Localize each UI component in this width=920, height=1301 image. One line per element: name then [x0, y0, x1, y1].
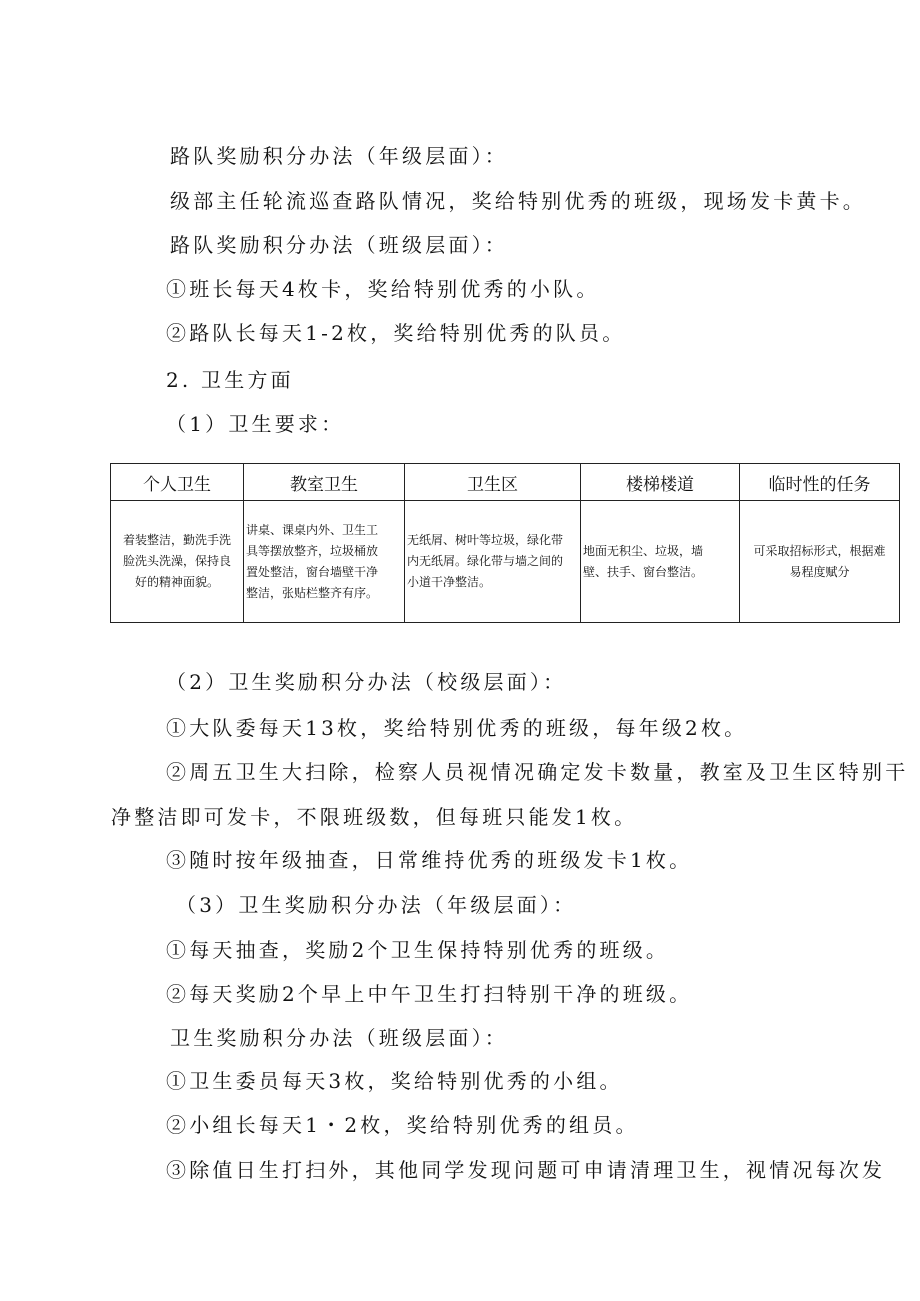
table-row	[111, 501, 900, 623]
paragraph-line: ①卫生委员每天3枚，奖给特别优秀的小组。	[166, 1069, 623, 1093]
cell-line: 可采取招标形式，根据难	[753, 543, 886, 558]
paragraph-line: ①大队委每天13枚，奖给特别优秀的班级，每年级2枚。	[166, 716, 748, 740]
table-header-row	[111, 464, 900, 501]
cell-line: 着装整洁，勤洗手洗	[122, 533, 231, 547]
subsection-heading: （2）卫生奖励积分办法（校级层面）：	[166, 670, 567, 694]
subsection-heading: （3）卫生奖励积分办法（年级层面）：	[176, 893, 577, 917]
paragraph-line: 卫生奖励积分办法（班级层面）：	[170, 1026, 508, 1050]
header-area: 卫生区	[405, 464, 581, 501]
paragraph-line: ②小组长每天1・2枚，奖给特别优秀的组员。	[166, 1113, 639, 1137]
section-heading: 2. 卫生方面	[166, 368, 294, 392]
subsection-heading: （1）卫生要求：	[166, 412, 345, 436]
cell-classroom	[244, 501, 405, 623]
paragraph-line: 路队奖励积分办法（班级层面）：	[170, 233, 508, 257]
paragraph-line: ③除值日生打扫外，其他同学发现问题可申请清理卫生，视情况每次发	[166, 1158, 886, 1182]
header-personal: 个人卫生	[111, 464, 244, 501]
cell-line: 地面无积尘、垃圾，墙	[583, 543, 704, 558]
header-temporary: 临时性的任务	[740, 464, 900, 501]
cell-line: 内无纸屑。绿化带与墙之间的	[407, 554, 564, 568]
cell-stairs	[581, 501, 740, 623]
cell-line: 具等摆放整齐，垃圾桶放	[246, 543, 379, 558]
paragraph-line: ②每天奖励2个早上中午卫生打扫特别干净的班级。	[166, 982, 693, 1006]
paragraph-line: ②路队长每天1-2枚，奖给特别优秀的队员。	[166, 321, 626, 345]
header-stairs: 楼梯楼道	[581, 464, 740, 501]
paragraph-line: 路队奖励积分办法（年级层面）：	[170, 144, 508, 168]
cell-line: 无纸屑、树叶等垃圾，绿化带	[407, 533, 564, 547]
cell-line: 讲桌、课桌内外、卫生工	[246, 522, 379, 537]
paragraph-line: ①班长每天4枚卡，奖给特别优秀的小队。	[166, 277, 600, 301]
cell-area	[405, 501, 581, 623]
paragraph-line: ③随时按年级抽查，日常维持优秀的班级发卡1枚。	[166, 848, 693, 872]
cell-line: 好的精神面貌。	[134, 575, 219, 589]
paragraph-line: 净整洁即可发卡，不限班级数，但每班只能发1枚。	[111, 805, 638, 829]
cell-line: 置处整洁，窗台墙壁干净	[246, 564, 379, 579]
cell-personal	[111, 501, 244, 623]
hygiene-requirements-table	[110, 463, 900, 623]
cell-line: 易程度赋分	[789, 564, 850, 579]
cell-line: 小道干净整洁。	[407, 575, 492, 589]
paragraph-line: ②周五卫生大扫除，检察人员视情况确定发卡数量，教室及卫生区特别干	[166, 760, 909, 784]
cell-temporary	[740, 501, 900, 623]
paragraph-line: ①每天抽查，奖励2个卫生保持特别优秀的班级。	[166, 938, 670, 962]
cell-line: 脸洗头洗澡，保持良	[122, 554, 231, 568]
header-classroom: 教室卫生	[244, 464, 405, 501]
cell-line: 整洁，张贴栏整齐有序。	[246, 585, 379, 600]
paragraph-line: 级部主任轮流巡查路队情况，奖给特别优秀的班级，现场发卡黄卡。	[170, 189, 866, 213]
cell-line: 壁、扶手、窗台整洁。	[583, 564, 704, 579]
